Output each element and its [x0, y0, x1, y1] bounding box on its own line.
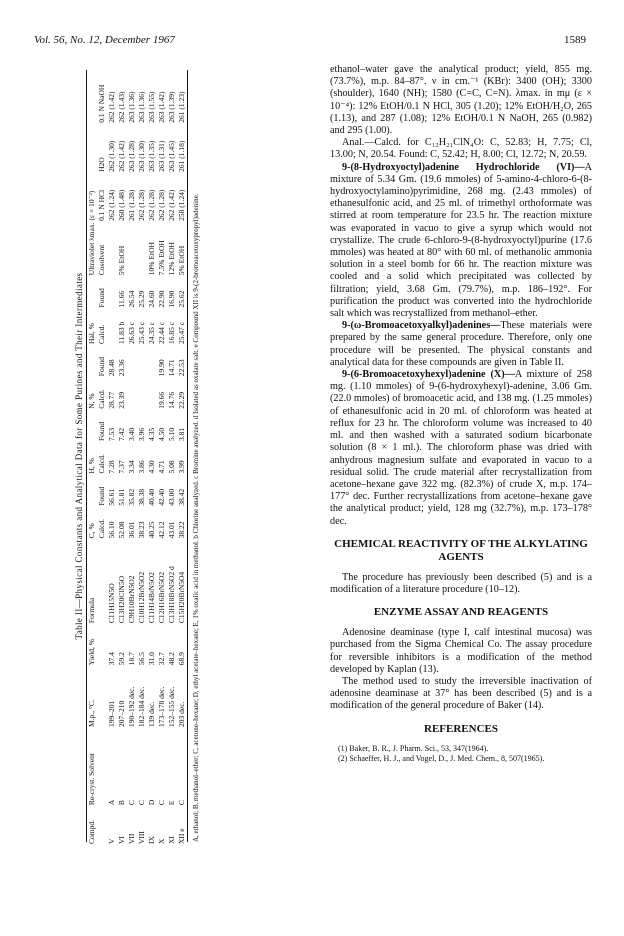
table-cell-hal-found: 24.60: [147, 290, 156, 308]
table-cell-n-calc: 23.39: [117, 391, 126, 409]
col-hal-found: Found: [97, 288, 106, 308]
table-cell-c-calc: 38.23: [137, 521, 146, 539]
table-cell-mp: 139 dec.: [147, 701, 156, 728]
col-h-found: Found: [97, 421, 106, 441]
table-cell-c-found: 51.81: [117, 488, 126, 506]
page-number: 1589: [564, 34, 586, 46]
table-cell-cosol: 12% EtOH: [167, 242, 176, 276]
table-cell-compd: V: [107, 838, 116, 844]
table-cell-cosol: [127, 223, 137, 277]
table-cell-h2o: 262 (1.42): [117, 140, 126, 172]
table-cell-n-calc: 28.77: [107, 391, 116, 409]
col-mp: M.p., °C.: [87, 699, 96, 728]
table-cell-hal-found: 25.29: [137, 290, 146, 308]
table-cell-n-calc: 22.29: [177, 391, 186, 409]
col-n-found: Found: [97, 357, 106, 377]
col-hal: Hal, %: [87, 323, 96, 344]
table-cell-hal-calc: 24.35 c: [147, 321, 156, 344]
table-cell-hcl: 262 (1.28): [147, 189, 156, 221]
paragraph: ethanol–water gave the analytical product; yield, 855 mg. (73.7%), m.p. 84–87°. ν in cm.⁻¹ (KBr): 3400 (OH); 3300 (shoulder), 1640 (NH); 1580 (C=C, C=N). λmax. in mμ (ε × 10⁻⁴): 12% EtOH/0.1 N HCl, 305 (1.20); 12% EtOH/H₂O, 265 (1.13), and 287 (1.08); 12% EtOH/0.1 N NaOH, 265 (0.982) and 295 (1.00).: [330, 64, 592, 137]
table-caption: Table II—Physical Constants and Analytical Data for Some Purines and Their Intermediates: [74, 272, 84, 640]
right-column: [330, 64, 592, 764]
data-table: [87, 66, 187, 846]
table-cell-yield: 48.2: [167, 652, 176, 666]
paragraph: The procedure has previously been described (5) and is a modification of a literature procedure (10–12).: [330, 571, 592, 595]
table-cell-h-calc: 3.99: [177, 460, 186, 474]
table-cell-naoh: 263 (1.36): [137, 91, 146, 123]
table-cell-n-found: 28.48: [107, 359, 116, 377]
col-c-calcd: Calcd.: [97, 518, 106, 539]
table-cell-h-found: 4.50: [157, 427, 166, 441]
table-cell-compd: X: [157, 838, 166, 844]
section-heading-references: REFERENCES: [424, 722, 498, 735]
table-cell-hal-calc: 11.83 b: [117, 321, 126, 344]
table-cell-hal-found: 11.66: [117, 290, 126, 308]
col-c: C, %: [87, 523, 96, 539]
col-naoh: 0.1 N NaOH: [97, 84, 106, 123]
table-cell-hal-calc: 25.47 c: [177, 321, 186, 344]
table-cell-h-calc: 4.71: [157, 460, 166, 474]
paragraph-vi: 9-(8-Hydroxyoctyl)adenine Hydrochloride (VI)—A mixture of 5.34 Gm. (19.6 mmoles) of 5-amino-4-chloro-6-(8-hydroxyoctylamino)pyrimidine, 268 mg. (2.43 mmoles) of ethanesulfonic acid, and 25 ml. of trimethyl orthoformate was stirred at room temperature for 23.5 hr. The reaction mixture was evaporated in vacuo to give a syrup which would not crystallize. The crude 6-chloro-9-(8-hydroxyoctyl)purine (17.6 mmoles) was heated at 80° with 60 ml. of methanolic ammonia solution in a steel bomb for 66 hr. The reaction mixture was cooled and a solid which precipitated was collected by filtration; yield, 3.68 Gm. (79.7%), m.p. 186–192°. For purification the product was converted into the hydrochloride salt which was recrystallized from methanol–ether.: [330, 161, 592, 320]
table-cell-compd: VII: [127, 833, 136, 844]
table-row: [167, 66, 177, 846]
col-h-calcd: Calcd.: [97, 454, 106, 474]
col-yield: Yield, %: [87, 638, 96, 666]
table-cell-c-calc: 36.01: [127, 521, 136, 539]
table-cell-hcl: 262 (1.24): [107, 189, 116, 221]
table-cell-c-calc: 43.01: [167, 521, 176, 539]
table-cell-c-found: 43.00: [167, 488, 176, 506]
table-cell-formula: C11H14BrN5O2: [147, 572, 156, 624]
table-cell-h-found: 3.96: [137, 427, 146, 441]
reference-item: (2) Schaeffer, H. J., and Vogel, D., J. Med. Chem., 8, 507(1965).: [338, 753, 545, 763]
col-uv: Ultraviolet λmax. (ε × 10⁻³): [87, 190, 96, 276]
table-cell-n-found: [137, 346, 147, 378]
table-cell-n-calc: 14.76: [167, 391, 176, 409]
col-hcl: 0.1 N HCl: [97, 189, 106, 221]
table-cell-mp: 173–178 dec.: [157, 686, 166, 728]
table-cell-yield: 56.5: [137, 652, 146, 666]
table-cell-h-calc: 5.08: [167, 460, 176, 474]
table-cell-cosol: 10% EtOH: [147, 242, 156, 276]
table-cell-formula: C10H12BrN5O2: [137, 571, 146, 624]
section-heading-enzyme: ENZYME ASSAY AND REAGENTS: [373, 606, 549, 619]
table-cell-h-found: 5.10: [167, 427, 176, 441]
table-row: [107, 66, 117, 846]
table-cell-cosol: [107, 223, 117, 277]
table-row: [117, 66, 127, 846]
table-cell-compd: VIII: [137, 831, 146, 844]
table-cell-c-found: 42.40: [157, 488, 166, 506]
table-cell-h2o: 263 (1.28): [127, 140, 136, 172]
col-c-found: Found: [97, 486, 106, 506]
table-row: [177, 66, 187, 846]
table-cell-h2o: 263 (1.45): [167, 140, 176, 172]
journal-header: Vol. 56, No. 12, December 1967: [34, 34, 175, 46]
table-cell-h-calc: 3.86: [137, 460, 146, 474]
table-cell-c-found: 35.82: [127, 488, 136, 506]
col-compd: Compd.: [87, 820, 96, 844]
table-cell-mp: 199–201: [107, 700, 116, 728]
table-row: [147, 66, 157, 846]
table-cell-mp: 207–210: [117, 700, 126, 728]
table-cell-h2o: 262 (1.30): [107, 140, 116, 172]
table-row: [127, 66, 137, 846]
table-cell-solv: C: [177, 800, 186, 806]
table-cell-n-found: 19.90: [157, 359, 166, 377]
table-cell-cosol: [137, 223, 147, 277]
table-cell-n-calc: [147, 378, 157, 411]
table-cell-hal-calc: 22.44 c: [157, 321, 166, 344]
paragraph-analysis: Anal.—Calcd. for C₁₂H₂₁ClN₄O: C, 52.83; H, 7.75; Cl, 13.00; N, 20.54. Found: C, 52.42; H, 8.00; Cl, 12.72; N, 20.59.: [330, 137, 592, 161]
table-cell-h-calc: 4.30: [147, 460, 156, 474]
table-cell-compd: XI: [167, 836, 176, 844]
table-cell-solv: E: [167, 800, 176, 806]
table-cell-solv: D: [147, 799, 156, 806]
reference-item: (1) Baker, B. R., J. Pharm. Sci., 53, 347(1964).: [338, 743, 489, 753]
table-cell-compd: IX: [147, 836, 156, 844]
paragraph: The method used to study the irreversible inactivation of adenosine deaminase at 37° has been described (5) and is a modification of the general procedure of Baker (14).: [330, 675, 592, 712]
table-cell-c-calc: 42.12: [157, 521, 166, 539]
table-cell-yield: 59.2: [117, 652, 126, 666]
table-cell-hcl: 262 (1.28): [157, 189, 166, 221]
table-cell-naoh: 263 (1.55): [147, 91, 156, 123]
table-cell-h-found: 3.81: [177, 427, 186, 441]
table-cell-compd: VI: [117, 836, 126, 844]
heading-inline: 9-(ω-Bromoacetoxyalkyl)adenines—: [342, 320, 501, 332]
table-cell-yield: 18.7: [127, 652, 136, 666]
table-cell-c-calc: 56.10: [107, 521, 116, 539]
table-cell-h-found: 7.42: [117, 427, 126, 441]
col-h: H, %: [87, 458, 96, 474]
table-cell-h-calc: 3.34: [127, 460, 136, 474]
paragraph-bromoacetoxy: 9-(ω-Bromoacetoxyalkyl)adenines—These materials were prepared by the same general procedure. Therefore, only one procedure will be presented. The physical constants and analytical data for these compounds are given in Table II.: [330, 320, 592, 368]
table-cell-hal-found: 16.90: [167, 290, 176, 308]
table-cell-yield: 31.0: [147, 652, 156, 666]
table-cell-h2o: 261 (1.18): [177, 140, 186, 172]
table-cell-c-found: 38.42: [177, 488, 186, 506]
heading-inline: 9-(8-Hydroxyoctyl)adenine Hydrochloride (VI)—: [342, 161, 585, 173]
table-cell-c-calc: 40.25: [147, 521, 156, 539]
table-cell-hal-calc: 16.85 c: [167, 321, 176, 344]
table-cell-n-found: 14.71: [167, 359, 176, 377]
table-cell-formula: C15H20BrN5O4: [177, 571, 186, 624]
table-cell-mp: 152–155 dec.: [167, 686, 176, 728]
table-cell-hcl: 262 (1.28): [137, 189, 146, 221]
table-cell-c-calc: 52.08: [117, 521, 126, 539]
table-cell-h2o: 263 (1.31): [157, 140, 166, 172]
table-cell-hcl: 258 (1.24): [177, 189, 186, 221]
table-cell-mp: 182–184 dec.: [137, 686, 146, 728]
table-cell-c-found: 38.38: [137, 488, 146, 506]
table-cell-h-calc: 7.28: [107, 460, 116, 474]
table-cell-hal-found: [107, 277, 117, 309]
table-cell-solv: A: [107, 799, 116, 806]
table-cell-yield: 32.7: [157, 652, 166, 666]
table-cell-cosol: 5% EtOH: [117, 245, 126, 276]
table-cell-h-calc: 7.37: [117, 460, 126, 474]
table-cell-naoh: 263 (1.42): [157, 91, 166, 123]
table-bottom-rule: [187, 70, 188, 842]
table-cell-h2o: 263 (1.35): [147, 140, 156, 172]
table-cell-hal-found: 26.54: [127, 290, 136, 308]
table-cell-naoh: 263 (1.36): [127, 91, 136, 123]
table-cell-mp: 190–192 dec.: [127, 686, 136, 728]
table-cell-naoh: 261 (1.23): [177, 91, 186, 123]
table-cell-cosol: 7.5% EtOH: [157, 240, 166, 276]
table-cell-solv: C: [157, 800, 166, 806]
col-hal-calcd: Calcd.: [97, 324, 106, 344]
table-cell-hcl: 262 (1.42): [167, 189, 176, 221]
table-cell-n-calc: 19.66: [157, 391, 166, 409]
table-cell-yield: 37.4: [107, 652, 116, 666]
table-cell-mp: 203 dec.: [177, 701, 186, 728]
table-cell-cosol: 5% EtOH: [177, 245, 186, 276]
table-cell-n-found: [147, 346, 157, 378]
table-cell-c-found: 56.61: [107, 488, 116, 506]
table-cell-formula: C12H16BrN5O2: [157, 571, 166, 624]
table-cell-n-calc: [127, 378, 137, 411]
table-cell-naoh: 263 (1.39): [167, 91, 176, 123]
table-cell-h2o: 263 (1.30): [137, 140, 146, 172]
table-cell-hal-calc: 26.63 c: [127, 321, 136, 344]
table-cell-n-found: 22.53: [177, 359, 186, 377]
table-body: [107, 66, 187, 846]
table-cell-solv: B: [117, 800, 126, 806]
col-formula: Formula: [87, 597, 96, 624]
table-cell-formula: C13H18BrN5O2 d: [167, 566, 176, 624]
table-footnote: A, ethanol; B, methanol–ether; C, acetone–hexane; D, ethyl acetate–hexane; E, 1% oxalic acid in methanol. b Chlorine analyzed. c Bromine analyzed. d Isolated as oxalate salt. e Compound XII is 9-(2-bromoacetoxypropyl)adenine.: [192, 193, 200, 842]
section-heading-reactivity: CHEMICAL REACTIVITY OF THE ALKYLATING AGENTS: [334, 537, 588, 563]
table-cell-naoh: 262 (1.43): [117, 91, 126, 123]
table-cell-hcl: 261 (1.28): [127, 189, 136, 221]
table-cell-h-found: 7.53: [107, 427, 116, 441]
col-cosolvent: Cosolvent: [97, 244, 106, 276]
table-cell-formula: C13H20ClN5O: [117, 575, 126, 624]
table-cell-formula: C11H15N5O: [107, 583, 116, 624]
table-cell-c-calc: 38.22: [177, 521, 186, 539]
table-cell-h-found: 4.35: [147, 427, 156, 441]
col-solvent: Re-cryst. Solvent: [87, 753, 96, 806]
table-cell-hal-found: 25.62: [177, 290, 186, 308]
table-cell-hcl: 260 (1.48): [117, 189, 126, 221]
table-cell-solv: C: [137, 800, 146, 806]
paragraph: Adenosine deaminase (type I, calf intestinal mucosa) was purchased from the Sigma Chemical Co. The assay procedure for reversible inhibitors is a modification of the method developed by Kaplan (13).: [330, 627, 592, 675]
heading-inline: 9-(6-Bromoacetoxyhexyl)adenine (X)—: [342, 369, 515, 381]
table-cell-formula: C9H10BrN5O2: [127, 575, 136, 624]
table-ii: [70, 66, 318, 846]
table-cell-compd: XII e: [177, 828, 186, 844]
table-cell-n-calc: [137, 378, 147, 411]
table-cell-solv: C: [127, 800, 136, 806]
table-row: [157, 66, 167, 846]
table-cell-naoh: 262 (1.42): [107, 91, 116, 123]
col-n: N, %: [87, 393, 96, 409]
table-cell-c-found: 40.40: [147, 488, 156, 506]
col-h2o: H2O: [97, 157, 106, 172]
table-cell-hal-calc: [107, 309, 117, 346]
paragraph-x: 9-(6-Bromoacetoxyhexyl)adenine (X)—A mixture of 258 mg. (1.10 mmoles) of 9-(6-hydroxyhexyl)-adenine, 3.06 Gm. (22.0 mmoles) of bromoacetic acid, and 138 mg. (1.25 mmoles) of ethanesulfonic acid in 20 ml. of chloroform was heated at reflux for 23 hr. The chloroform volume was increased to 40 ml. and then washed with a saturated sodium bicarbonate solution (8 × 1 ml.). The chloroform phase was dried with anhydrous magnesium sulfate and evaporated in vacuo to a residual solid. The crude material after recrystallization from acetone–hexane gave 322 mg. (82.3%) of crude X, m.p. 174–177° dec. Further recrystallizations from acetone–hexane gave the analytical product; yield, 128 mg (32.7%), m.p. 173–178° dec.: [330, 369, 592, 527]
references-list: [330, 744, 592, 764]
table-row: [137, 66, 147, 846]
table-cell-hal-calc: 25.43 c: [137, 321, 146, 344]
table-cell-yield: 68.9: [177, 652, 186, 666]
table-cell-n-found: [127, 346, 137, 378]
col-n-calcd: Calcd.: [97, 389, 106, 409]
table-cell-hal-found: 22.90: [157, 290, 166, 308]
rotated-table: [70, 66, 318, 846]
table-cell-h-found: 3.40: [127, 427, 136, 441]
table-cell-n-found: 23.36: [117, 359, 126, 377]
